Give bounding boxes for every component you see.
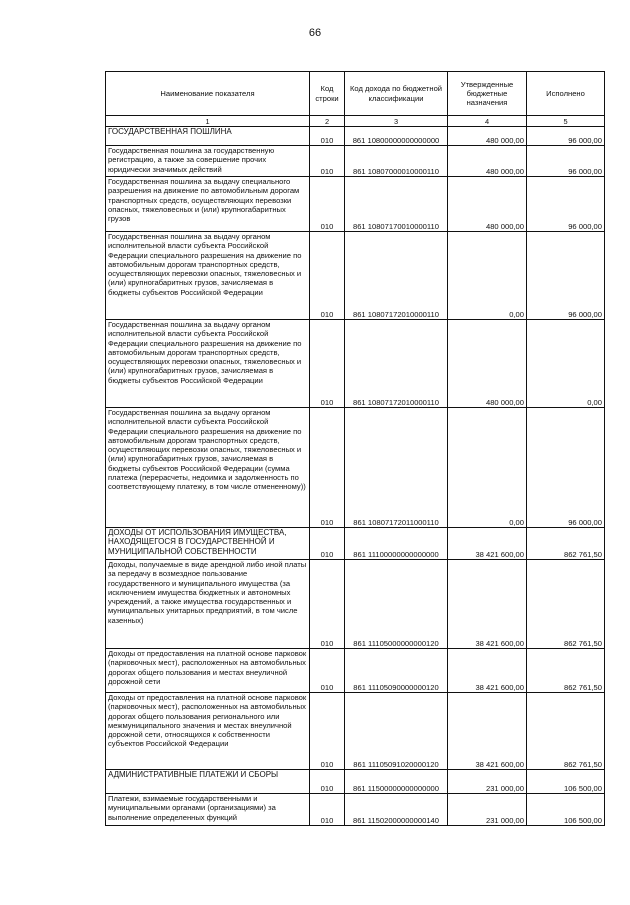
approved-amount: 480 000,00 [448, 177, 527, 232]
indicator-name: ДОХОДЫ ОТ ИСПОЛЬЗОВАНИЯ ИМУЩЕСТВА, НАХОДЯЩЕГОСЯ В ГОСУДАРСТВЕННОЙ И МУНИЦИПАЛЬНОЙ СОБСТВЕННОСТИ [106, 528, 310, 560]
line-code: 010 [310, 320, 345, 408]
income-code: 861 11105090000000120 [345, 649, 448, 693]
table-row [106, 794, 605, 826]
approved-amount: 38 421 600,00 [448, 693, 527, 770]
line-code: 010 [310, 146, 345, 177]
approved-amount: 38 421 600,00 [448, 649, 527, 693]
executed-amount: 96 000,00 [527, 177, 605, 232]
column-number: 3 [345, 116, 448, 127]
indicator-name: Платежи, взимаемые государственными и муниципальными органами (организациями) за выполнение определенных функций [106, 794, 310, 826]
approved-amount: 480 000,00 [448, 127, 527, 146]
approved-amount: 0,00 [448, 408, 527, 528]
indicator-name: ГОСУДАРСТВЕННАЯ ПОШЛИНА [106, 127, 310, 146]
header-executed: Исполнено [527, 72, 605, 116]
line-code: 010 [310, 232, 345, 320]
header-line-code: Код строки [310, 72, 345, 116]
executed-amount: 862 761,50 [527, 528, 605, 560]
table-row [106, 560, 605, 649]
income-code: 861 10800000000000000 [345, 127, 448, 146]
table-row [106, 649, 605, 693]
line-code: 010 [310, 770, 345, 794]
table-row [106, 320, 605, 408]
table-row [106, 528, 605, 560]
table-row [106, 127, 605, 146]
income-code: 861 11502000000000140 [345, 794, 448, 826]
executed-amount: 862 761,50 [527, 649, 605, 693]
indicator-name: Государственная пошлина за выдачу органом исполнительной власти субъекта Российской Федерации специального разрешения на движение по автомобильным дорогам транспортных средств, осуществляющих перевозки опасных, тяжеловесных и (или) крупногабаритных грузов, зачисляемая в бюджеты субъектов Российской Федерации [106, 320, 310, 408]
income-code: 861 11105091020000120 [345, 693, 448, 770]
table-row [106, 146, 605, 177]
line-code: 010 [310, 408, 345, 528]
indicator-name: Государственная пошлина за выдачу органом исполнительной власти субъекта Российской Федерации специального разрешения на движение по автомобильным дорогам транспортных средств, осуществляющих перевозки опасных, тяжеловесных и (или) крупногабаритных грузов, зачисляемая в бюджеты субъектов Российской Федерации [106, 232, 310, 320]
executed-amount: 96 000,00 [527, 127, 605, 146]
line-code: 010 [310, 560, 345, 649]
approved-amount: 38 421 600,00 [448, 528, 527, 560]
approved-amount: 0,00 [448, 232, 527, 320]
income-code: 861 10807170010000110 [345, 177, 448, 232]
column-number: 1 [106, 116, 310, 127]
executed-amount: 0,00 [527, 320, 605, 408]
table-row [106, 693, 605, 770]
executed-amount: 106 500,00 [527, 794, 605, 826]
column-number-row [106, 116, 605, 127]
executed-amount: 96 000,00 [527, 146, 605, 177]
indicator-name: Государственная пошлина за выдачу органом исполнительной власти субъекта Российской Федерации специального разрешения на движение по автомобильным дорогам транспортных средств, осуществляющих перевозки опасных, тяжеловесных и (или) крупногабаритных грузов, зачисляемая в бюджеты субъектов Российской Федерации (сумма платежа (перерасчеты, недоимка и задолженность по соответствующему платежу, в том числе отмененному)) [106, 408, 310, 528]
line-code: 010 [310, 528, 345, 560]
column-number: 5 [527, 116, 605, 127]
approved-amount: 480 000,00 [448, 320, 527, 408]
executed-amount: 96 000,00 [527, 232, 605, 320]
indicator-name: Государственная пошлина за выдачу специального разрешения на движение по автомобильным дорогам транспортных средств, осуществляющих перевозки опасных, тяжеловесных и (или) крупногабаритных грузов [106, 177, 310, 232]
line-code: 010 [310, 649, 345, 693]
line-code: 010 [310, 127, 345, 146]
income-code: 861 10807172010000110 [345, 320, 448, 408]
table-row [106, 177, 605, 232]
approved-amount: 231 000,00 [448, 770, 527, 794]
executed-amount: 862 761,50 [527, 560, 605, 649]
executed-amount: 862 761,50 [527, 693, 605, 770]
indicator-name: Доходы, получаемые в виде арендной либо иной платы за передачу в возмездное пользование государственного и муниципального имущества (за исключением имущества бюджетных и автономных учреждений, а также имущества государственных и муниципальных унитарных предприятий, в том числе казенных) [106, 560, 310, 649]
income-code: 861 11500000000000000 [345, 770, 448, 794]
income-code: 861 11105000000000120 [345, 560, 448, 649]
approved-amount: 38 421 600,00 [448, 560, 527, 649]
indicator-name: АДМИНИСТРАТИВНЫЕ ПЛАТЕЖИ И СБОРЫ [106, 770, 310, 794]
executed-amount: 106 500,00 [527, 770, 605, 794]
indicator-name: Доходы от предоставления на платной основе парковок (парковочных мест), расположенных на автомобильных дорогах общего пользования и местах внеуличной дорожной сети [106, 649, 310, 693]
column-number: 4 [448, 116, 527, 127]
column-number: 2 [310, 116, 345, 127]
income-code: 861 10807000010000110 [345, 146, 448, 177]
indicator-name: Доходы от предоставления на платной основе парковок (парковочных мест), расположенных на автомобильных дорогах общего пользования регионального или межмуниципального значения и местах внеуличной дорожной сети, относящихся к собственности субъектов Российской Федерации [106, 693, 310, 770]
income-code: 861 10807172011000110 [345, 408, 448, 528]
income-code: 861 11100000000000000 [345, 528, 448, 560]
income-code: 861 10807172010000110 [345, 232, 448, 320]
line-code: 010 [310, 177, 345, 232]
line-code: 010 [310, 794, 345, 826]
table-header-row [106, 72, 605, 116]
table-row [106, 232, 605, 320]
table-row [106, 770, 605, 794]
income-report-table [105, 71, 605, 826]
executed-amount: 96 000,00 [527, 408, 605, 528]
header-indicator-name: Наименование показателя [106, 72, 310, 116]
table-row [106, 408, 605, 528]
header-approved-budget: Утвержденные бюджетные назначения [448, 72, 527, 116]
approved-amount: 480 000,00 [448, 146, 527, 177]
approved-amount: 231 000,00 [448, 794, 527, 826]
line-code: 010 [310, 693, 345, 770]
header-income-code: Код дохода по бюджетной классификации [345, 72, 448, 116]
page-number: 66 [308, 27, 322, 39]
indicator-name: Государственная пошлина за государственную регистрацию, а также за совершение прочих юридически значимых действий [106, 146, 310, 177]
